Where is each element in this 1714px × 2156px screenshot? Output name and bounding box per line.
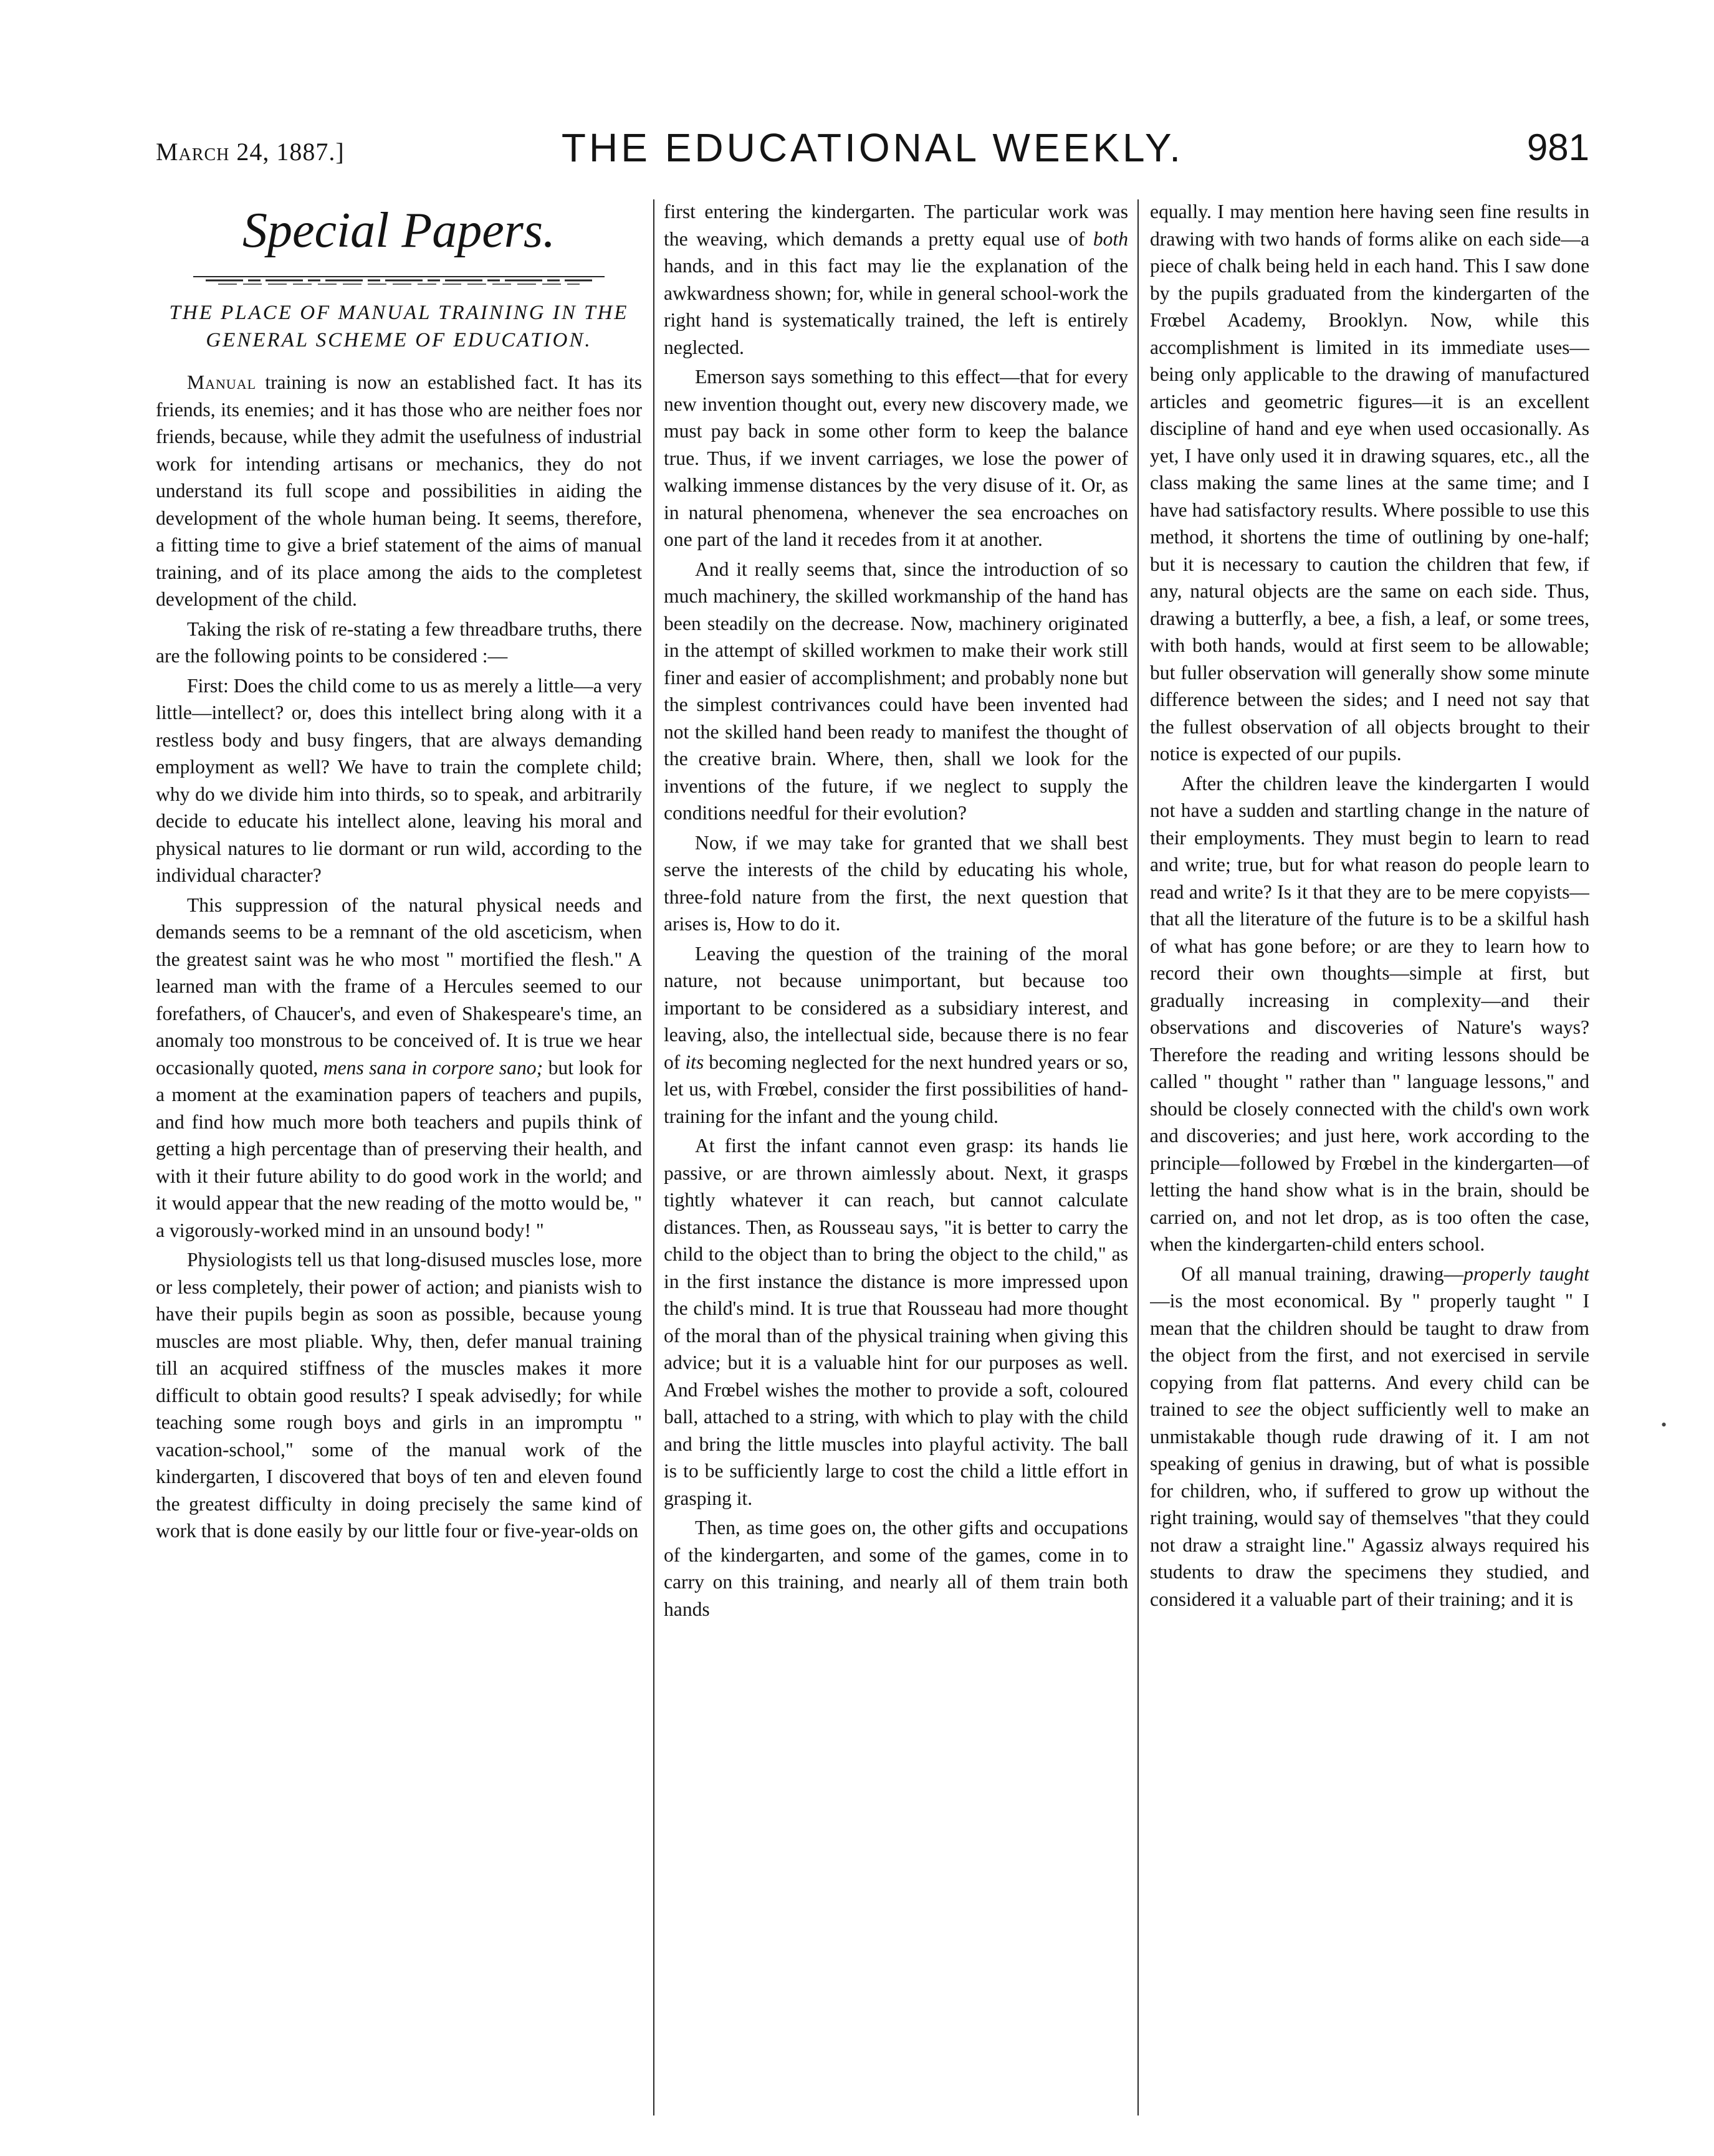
paragraph: Of all manual training, drawing—properly taught—is the most economical. By " properly taught " I mean that the children should be taught to draw from the object from the first, and not exercised in servile copying from flat patterns. And every child can be trained to see the object sufficiently well to make an unmistakable though rude drawing of it. I am not speaking of genius in drawing, but of what is possible for children, who, if suffered to grow up without the right training, would say of themselves "that they could not draw a straight line." Agassiz always required his students to draw the specimens they studied, and considered it a valuable part of their training; and it is <box>1150 1262 1589 1610</box>
paragraph: After the children leave the kindergarten I would not have a sudden and startling change in the nature of their employments. They must begin to learn to read and write; true, but for what reason do people learn to read and write? Is it that they are to be mere copyists—that all the literature of the future is to be a skilful hash of what has gone before; or are they to learn how to record their own thoughts—simple at first, but gradually increasing in complexity—and their observations and discoveries of Nature's ways? Therefore the reading and writing lessons should be called " thought " rather than " language lessons," and should be closely connected with the child's own work and discoveries; and just here, work according to the principle—followed by Frœbel in the kindergarten—of letting the hand show what is in the brain, should be carried on, and not let drop, as is too often the case, when the kindergarten-child enters school. <box>1150 772 1589 1255</box>
paragraph: Physiologists tell us that long-disused muscles lose, more or less completely, their power of action; and pianists wish to have their pupils begin as soon as possible, because young muscles are most pliable. Why, then, defer manual training till an acquired stiffness of the muscles makes it more difficult to obtain good results? I speak advisedly; for while teaching some rough boys and girls in an impromptu " vacation-school," some of the manual work of the kindergarten, I discovered that boys of ten and eleven found the greatest difficulty in doing precisely the same kind of work that is done easily by our little four or five-year-olds on <box>156 1249 642 1542</box>
page-header <box>156 125 1589 181</box>
section-heading: Special Papers. <box>242 203 556 258</box>
margin-mark: • <box>1661 1416 1667 1434</box>
paragraph: Emerson says something to this effect—that for every new invention thought out, every new discovery made, we must pay back in some other form to keep the balance true. Thus, if we invent carriages, we lose the power of walking immense distances by the very disuse of it. Or, as in natural phenomena, whenever the sea encroaches on one part of the land it recedes from it at another. <box>664 366 1128 550</box>
column-3 <box>1150 198 1589 2117</box>
column-1 <box>156 198 642 2117</box>
ornamental-rule <box>181 273 617 287</box>
issue-date: March 24, 1887.] <box>156 138 345 166</box>
paragraph: First: Does the child come to us as merely a little—a very little—intellect? or, does this intellect bring along with it a restless body and busy fingers, that are always demanding employment as well? We have to train the complete child; why do we divide him into thirds, so to speak, and arbitrarily decide to educate his intellect alone, leaving his moral and physical natures to lie dormant or run wild, according to the individual character? <box>156 674 642 886</box>
page-number: 981 <box>1526 126 1589 168</box>
paragraph: At first the infant cannot even grasp: its hands lie passive, or are thrown aimlessly about. Next, it grasps tightly whatever it can reach, but cannot calculate distances. Then, as Rousseau says, "it is better to carry the child to the object than to bring the object to the child," as in the first instance the distance is more impressed upon the child's mind. It is true that Rousseau had more thought of the moral than of the physical training when giving this advice; but it is a valuable hint for our purposes as well. And Frœbel wishes the mother to provide a soft, coloured ball, attached to a string, with which to play with the child and bring the little muscles into playful activity. The ball is to be sufficiently large to cost the child a little effort in grasping it. <box>664 1135 1128 1509</box>
emphasis: properly taught <box>1463 1262 1589 1285</box>
paragraph: first entering the kindergarten. The particular work was the weaving, which demands a pretty equal use of both hands, and in this fact may lie the explanation of the awkwardness shown; for, while in general school-work the right hand is systematically trained, the left is entirely neglected. <box>664 201 1128 358</box>
article-title: THE PLACE OF MANUAL TRAINING IN THE GENERAL SCHEME OF EDUCATION. <box>169 302 629 351</box>
paragraph: Taking the risk of re-stating a few threadbare truths, there are the following points to be considered :— <box>156 618 642 667</box>
emphasis: both <box>1093 227 1128 250</box>
latin-motto: mens sana in corpore sano; <box>323 1056 543 1079</box>
article-body <box>156 198 1589 2117</box>
paragraph: And it really seems that, since the introduction of so much machinery, the skilled workmanship of the hand has been steadily on the decrease. Now, machinery originated in the attempt of skilled workmen to make their work still finer and easier of accomplishment; and probably none but the simplest contrivances could have been invented had not the skilled hand been ready to manifest the thought of the creative brain. Where, then, shall we look for the inventions of the future, if we neglect to supply the conditions needful for their evolution? <box>664 558 1128 824</box>
lead-word: Manual <box>187 371 257 393</box>
emphasis: its <box>685 1051 704 1073</box>
journal-title: THE EDUCATIONAL WEEKLY. <box>561 125 1184 170</box>
paragraph: Then, as time goes on, the other gifts and occupations of the kindergarten, and some of the games, come in to carry on this training, and nearly all of them train both hands <box>664 1517 1128 1620</box>
paragraph: Now, if we may take for granted that we shall best serve the interests of the child by educating his whole, three-fold nature from the first, the next question that arises is, How to do it. <box>664 831 1128 935</box>
paragraph: equally. I may mention here having seen fine results in drawing with two hands of forms alike on each side—a piece of chalk being held in each hand. This I saw done by the pupils graduated from the kindergarten of the Frœbel Academy, Brooklyn. Now, while this accomplishment is limited in its immediate uses—being only applicable to the drawing of manufactured articles and geometric figures—it is an excellent discipline of hand and eye when used occasionally. As yet, I have only used it in drawing squares, etc., all the class making the same lines at the same time; and I have had satisfactory results. Where possible to use this method, it shortens the time of outlining by one-half; but it is necessary to caution the children that few, if any, natural objects are the same on each side. Thus, drawing a butterfly, a bee, a fish, a leaf, or some trees, with both hands, would at first seem to be allowable; but fuller observation will generally show some minute difference between the sides; and I need not say that the fullest observation of all objects brought to their notice is expected of our pupils. <box>1150 201 1589 765</box>
paragraph: Leaving the question of the training of the moral nature, not because unimportant, but because too important to be considered as a subsidiary interest, and leaving, also, the intellectual side, because there is no fear of its becoming neglected for the next hundred years or so, let us, with Frœbel, consider the first possibilities of hand-training for the infant and the young child. <box>664 942 1128 1127</box>
emphasis: see <box>1236 1398 1262 1420</box>
paragraph: Manual training is now an established fact. It has its friends, its enemies; and it has those who are neither foes nor friends, because, while they admit the usefulness of industrial work for intending artisans or mechanics, they do not understand its full scope and possibilities in aiding the development of the whole human being. It seems, therefore, a fitting time to give a brief statement of the aims of manual training, and of its place among the aids to the completest development of the child. <box>156 371 642 610</box>
column-2 <box>664 198 1128 2117</box>
paragraph: This suppression of the natural physical needs and demands seems to be a remnant of the old asceticism, when the greatest saint was he who most " mortified the flesh." A learned man with the frame of a Hercules seemed to our forefathers, of Chaucer's, and even of Shakespeare's time, an anomaly too monstrous to be conceived of. It is true we hear occasionally quoted, mens sana in corpore sano; but look for a moment at the examination papers of teachers and pupils, and find how much more both teachers and pupils think of getting a high percentage than of preserving their health, and with it their future ability to do good work in the world; and it would appear that the new reading of the motto would be, " a vigorously-worked mind in an unsound body! " <box>156 894 642 1241</box>
